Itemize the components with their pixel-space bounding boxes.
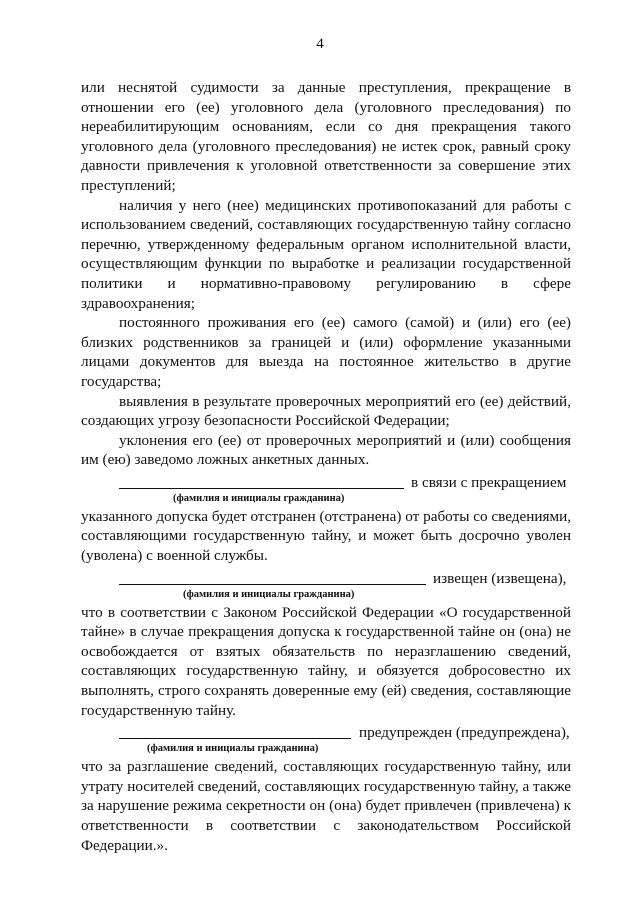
- name-blank-line-3[interactable]: [119, 738, 351, 739]
- paragraph-residence-abroad: постоянного проживания его (ее) самого (самой) и (или) его (ее) близких родственников за границей и (или) оформление указанными лицами документов для выезда на постоянное жительство в другие государства;: [81, 314, 571, 390]
- paragraph-removal-from-work: указанного допуска будет отстранен (отстранена) от работы со сведениями, составляющими государственную тайну, и может быть досрочно уволен (уволена) с военной службы.: [81, 507, 571, 565]
- caption-text-1: (фамилия и инициалы гражданина): [173, 492, 345, 504]
- name-caption-3: [81, 743, 571, 757]
- paragraph-liability-warning: что за разглашение сведений, составляющих государственную тайну, или утрату носителей сведений, составляющих государственную тайну, а также за нарушение режима секретности он (она) будет привлечен (привлечена) к ответственности в соответствии с законодательством Российской Федерации.».: [81, 758, 571, 854]
- paragraph-security-threat: выявления в результате проверочных мероприятий его (ее) действий, создающих угрозу безопасности Российской Федерации;: [81, 392, 571, 430]
- name-blank-row-3: [81, 723, 571, 743]
- name-blank-row-1: [81, 473, 571, 493]
- name-caption-1: [81, 493, 571, 507]
- name-blank-line-1[interactable]: [119, 488, 404, 489]
- blank-suffix-3: предупрежден (предупреждена),: [359, 724, 570, 742]
- name-blank-line-2[interactable]: [119, 584, 426, 585]
- name-caption-2: [81, 589, 571, 603]
- paragraph-evasion-of-checks: уклонения его (ее) от проверочных мероприятий и (или) сообщения им (ею) заведомо ложных анкетных данных.: [81, 431, 571, 469]
- document-body: [81, 78, 571, 855]
- blank-suffix-1: в связи с прекращением: [411, 473, 567, 491]
- paragraph-criminal-record: или неснятой судимости за данные преступления, прекращение в отношении его (ее) уголовного дела (уголовного преследования) по нереабилитирующим основаниям, если со дня прекращения такого уголовного дела (уголовного преследования) не истек срок, равный сроку давности привлечения к уголовной ответственности за совершение этих преступлений;: [81, 79, 571, 194]
- paragraph-state-secret-law: что в соответствии с Законом Российской Федерации «О государственной тайне» в случае прекращения допуска к государственной тайне он (она) не освобождается от взятых обязательств по неразглашению сведений, составляющих государственную тайну, и обязуется добросовестно их выполнять, строго сохранять доверенные ему (ей) сведения, составляющие государственную тайну.: [81, 603, 571, 719]
- caption-text-3: (фамилия и инициалы гражданина): [147, 743, 319, 755]
- name-blank-row-2: [81, 569, 571, 589]
- caption-text-2: (фамилия и инициалы гражданина): [183, 588, 355, 600]
- page-number: 4: [316, 36, 324, 52]
- paragraph-medical-contraindications: наличия у него (нее) медицинских противопоказаний для работы с использованием сведений, составляющих государственную тайну согласно перечню, утвержденному федеральным органом исполнительной власти, осуществляющим функции по выработке и реализации государственной политики и нормативно-правовому регулированию в сфере здравоохранения;: [81, 196, 571, 312]
- blank-suffix-2: извещен (извещена),: [433, 569, 567, 587]
